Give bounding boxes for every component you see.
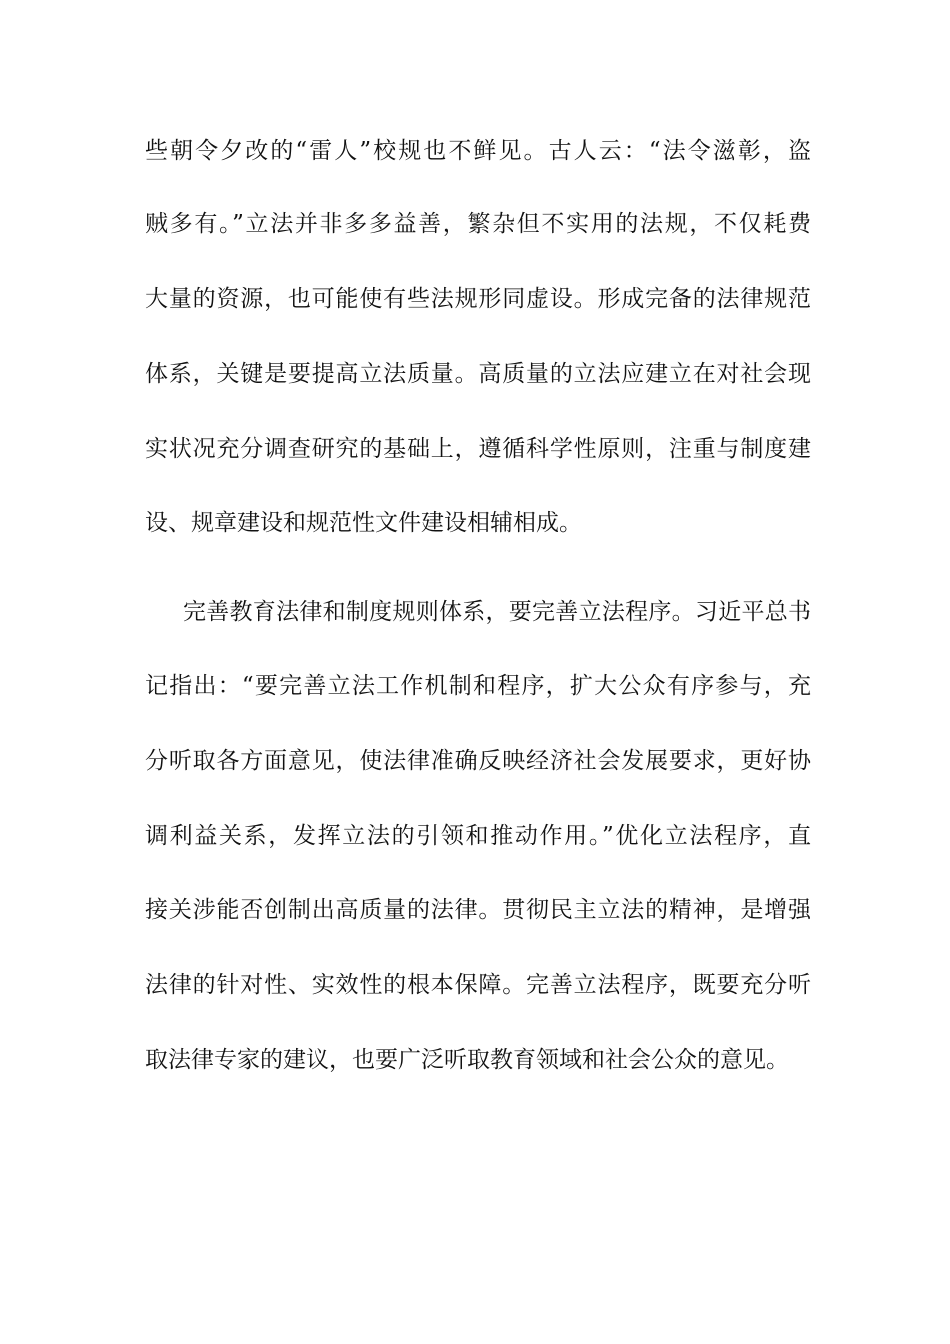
text-line: 接关涉能否创制出高质量的法律。贯彻民主立法的精神，是增强 <box>145 897 811 923</box>
text-line: 完善教育法律和制度规则体系，要完善立法程序。习近平总书 <box>183 599 811 625</box>
text-line: 贼多有。”立法并非多多益善，繁杂但不实用的法规，不仅耗费 <box>145 211 811 237</box>
text-line: 体系，关键是要提高立法质量。高质量的立法应建立在对社会现 <box>145 361 811 387</box>
text-line: 取法律专家的建议，也要广泛听取教育领域和社会公众的意见。 <box>145 1047 789 1073</box>
text-line: 法律的针对性、实效性的根本保障。完善立法程序，既要充分听 <box>145 972 811 998</box>
text-line: 调利益关系，发挥立法的引领和推动作用。”优化立法程序，直 <box>145 823 811 849</box>
text-line: 些朝令夕改的“雷人”校规也不鲜见。古人云：“法令滋彰，盗 <box>145 138 811 164</box>
text-line: 记指出：“要完善立法工作机制和程序，扩大公众有序参与，充 <box>145 673 811 699</box>
text-line: 分听取各方面意见，使法律准确反映经济社会发展要求，更好协 <box>145 748 811 774</box>
text-line: 大量的资源，也可能使有些法规形同虚设。形成完备的法律规范 <box>145 286 811 312</box>
text-line: 设、规章建设和规范性文件建设相辅相成。 <box>145 510 582 536</box>
text-line: 实状况充分调查研究的基础上，遵循科学性原则，注重与制度建 <box>145 436 811 462</box>
